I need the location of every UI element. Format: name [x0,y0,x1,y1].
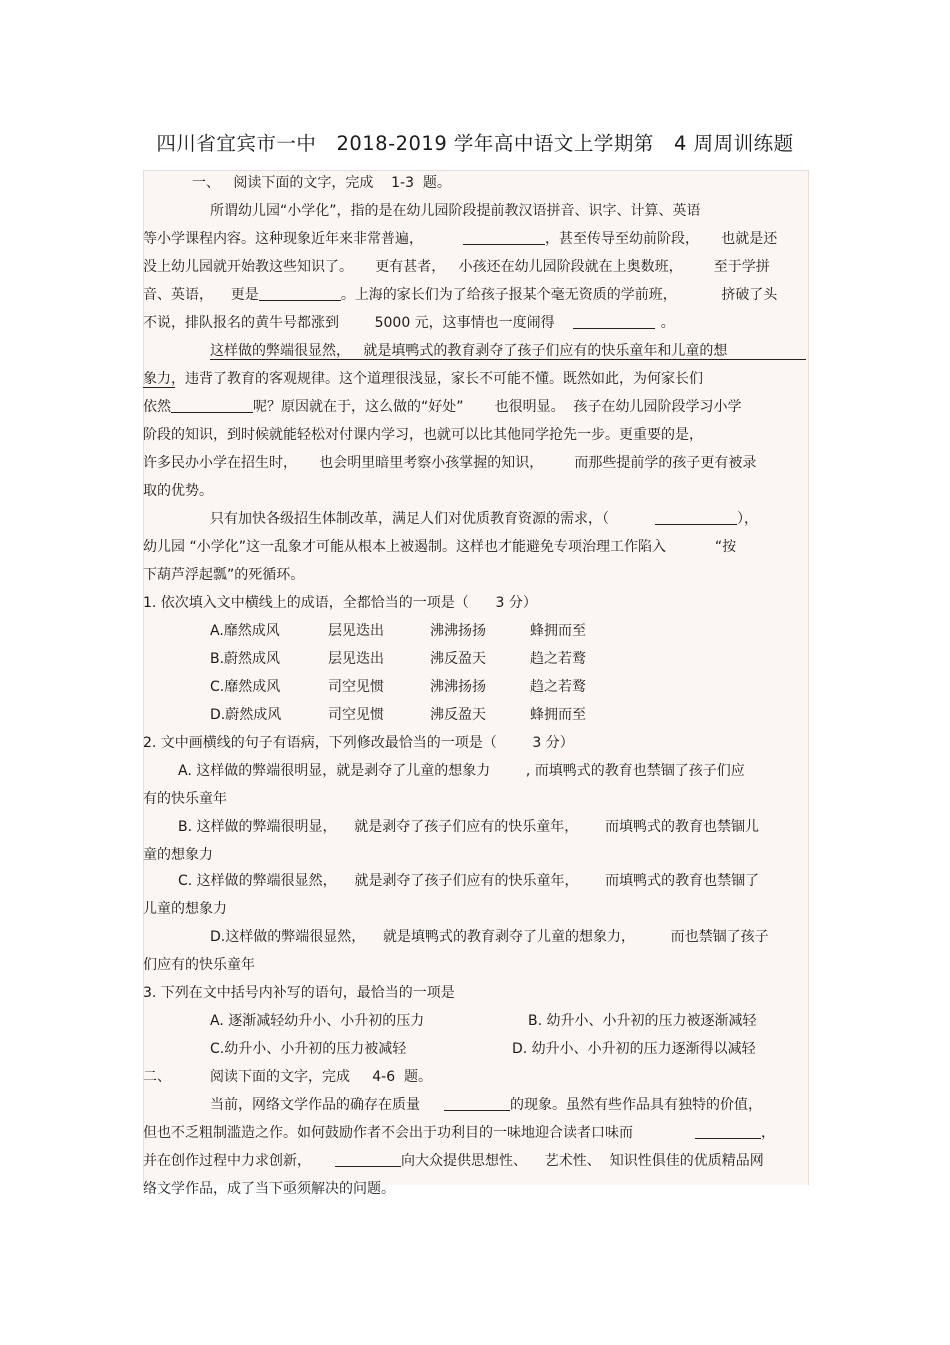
paragraph-line: 等小学课程内容。这种现象近年来非常普遍， ，甚至传导至幼前阶段， 也就是还 [143,231,778,247]
paragraph-line: 许多民办小学在招生时， 也会明里暗里考察小孩掌握的知识， 而那些提前学的孩子更有被录 [143,455,757,471]
q1-option-c-word: 沸沸扬扬 [430,679,486,695]
q1-option-b-word: 沸反盈天 [430,651,486,667]
question-3-stem: 3. 下列在文中括号内补写的语句，最恰当的一项是 [143,985,455,1001]
q1-option-b-word: 层见迭出 [328,651,384,667]
paragraph-line: 只有加快各级招生体制改革，满足人们对优质教育资源的需求，（ ）， [210,511,758,527]
sentence-underline [210,359,806,360]
paragraph-line: 但也不乏粗制滥造之作。如何鼓励作者不会出于功利目的一味地迎合读者口味而 ， [143,1125,775,1141]
q3-option-b: B. 幼升小、小升初的压力被逐渐减轻 [528,1013,757,1029]
q1-option-d-word: 司空见惯 [328,707,384,723]
paragraph-line: 象力，违背了教育的客观规律。这个道理很浅显，家长不可能不懂。既然如此，为何家长们 [143,371,703,387]
underlined-sentence: 这样做的弊端很显然， 就是填鸭式的教育剥夺了孩子们应有的快乐童年和儿童的想 [210,343,728,359]
paragraph-line: 阶段的知识，到时候就能轻松对付课内学习，也就可以比其他同学抢先一步。更重要的是， [143,427,703,443]
q3-option-a: A. 逐渐减轻幼升小、小升初的压力 [210,1013,425,1029]
q2-option-d: D.这样做的弊端很显然， 就是填鸭式的教育剥夺了儿童的想象力， 而也禁锢了孩子 [210,929,769,945]
fill-blank [335,1152,401,1167]
q1-option-a-word: 蜂拥而至 [530,623,586,639]
q2-option-c: C. 这样做的弊端很显然， 就是剥夺了孩子们应有的快乐童年， 而填鸭式的教育也禁锢了 [178,873,760,889]
paragraph-line: 当前，网络文学作品的确存在质量 的现象。虽然有些作品具有独特的价值， [210,1097,762,1113]
page-title: 四川省宜宾市一中 2018-2019 学年高中语文上学期第 4 周周训练题 [156,132,794,155]
paragraph-line: 所谓幼儿园“小学化”，指的是在幼儿园阶段提前教汉语拼音、识字、计算、英语 [210,203,701,219]
q1-option-a-word: 层见迭出 [328,623,384,639]
q1-option-a: A.靡然成风 [210,623,280,639]
section2-number: 二、 [143,1069,171,1085]
q1-option-d-word: 蜂拥而至 [530,707,586,723]
paragraph-line: 没上幼儿园就开始教这些知识了。 更有甚者， 小孩还在幼儿园阶段就在上奥数班， 至于学拼 [143,259,770,275]
section1-heading: 一、 阅读下面的文字，完成 1-3 题。 [192,175,451,191]
q2-option-a-cont: 有的快乐童年 [143,791,227,807]
q2-option-b: B. 这样做的弊端很明显， 就是剥夺了孩子们应有的快乐童年， 而填鸭式的教育也禁锢儿 [178,819,760,835]
question-1-stem: 1. 依次填入文中横线上的成语，全都恰当的一项是（ 3 分） [143,595,537,611]
q1-option-d-word: 沸反盈天 [430,707,486,723]
q1-option-b-word: 趋之若鹜 [530,651,586,667]
q1-option-c-word: 司空见惯 [328,679,384,695]
q3-option-c: C.幼升小、小升初的压力被减轻 [210,1041,407,1057]
fill-blank [655,510,737,525]
q2-option-b-cont: 童的想象力 [143,847,213,863]
fill-blank [259,286,341,301]
section2-heading: 阅读下面的文字，完成 4-6 题。 [210,1069,433,1085]
q2-option-c-cont: 儿童的想象力 [143,901,227,917]
paragraph-line: 并在创作过程中力求创新， 向大众提供思想性、 艺术性、 知识性俱佳的优质精品网 [143,1153,764,1169]
paragraph-line: 依然 呢？原因就在于，这么做的“好处” 也很明显。 孩子在幼儿园阶段学习小学 [143,399,742,415]
q3-option-d: D. 幼升小、小升初的压力逐渐得以减轻 [512,1041,756,1057]
paragraph-line: 不说，排队报名的黄牛号都涨到 5000 元，这事情也一度闹得 。 [143,315,675,331]
sentence-underline [143,387,175,388]
paragraph-line: 音、英语， 更是 。上海的家长们为了给孩子报某个毫无资质的学前班， 挤破了头 [143,287,778,303]
fill-blank [444,1096,510,1111]
q2-option-d-cont: 们应有的快乐童年 [143,957,255,973]
q1-option-a-word: 沸沸扬扬 [430,623,486,639]
q1-option-c-word: 趋之若鹜 [530,679,586,695]
q1-option-b: B.蔚然成风 [210,651,281,667]
q2-option-a: A. 这样做的弊端很明显，就是剥夺了儿童的想象力 , 而填鸭式的教育也禁锢了孩子们应 [178,763,745,779]
question-2-stem: 2. 文中画横线的句子有语病，下列修改最恰当的一项是（ 3 分） [143,735,574,751]
panel-top-border [143,170,809,171]
paragraph-line: 幼儿园 “小学化”这一乱象才可能从根本上被遏制。这样也才能避免专项治理工作陷入 “按 [143,539,737,555]
fill-blank [573,314,655,329]
paragraph-line: 络文学作品，成了当下亟须解决的问题。 [143,1181,395,1197]
q1-option-d: D.蔚然成风 [210,707,282,723]
q1-option-c: C.靡然成风 [210,679,281,695]
paragraph-line: 下葫芦浮起瓢”的死循环。 [143,567,305,583]
paragraph-line: 取的优势。 [143,483,213,499]
fill-blank [171,398,253,413]
fill-blank [463,230,545,245]
fill-blank [695,1124,761,1139]
